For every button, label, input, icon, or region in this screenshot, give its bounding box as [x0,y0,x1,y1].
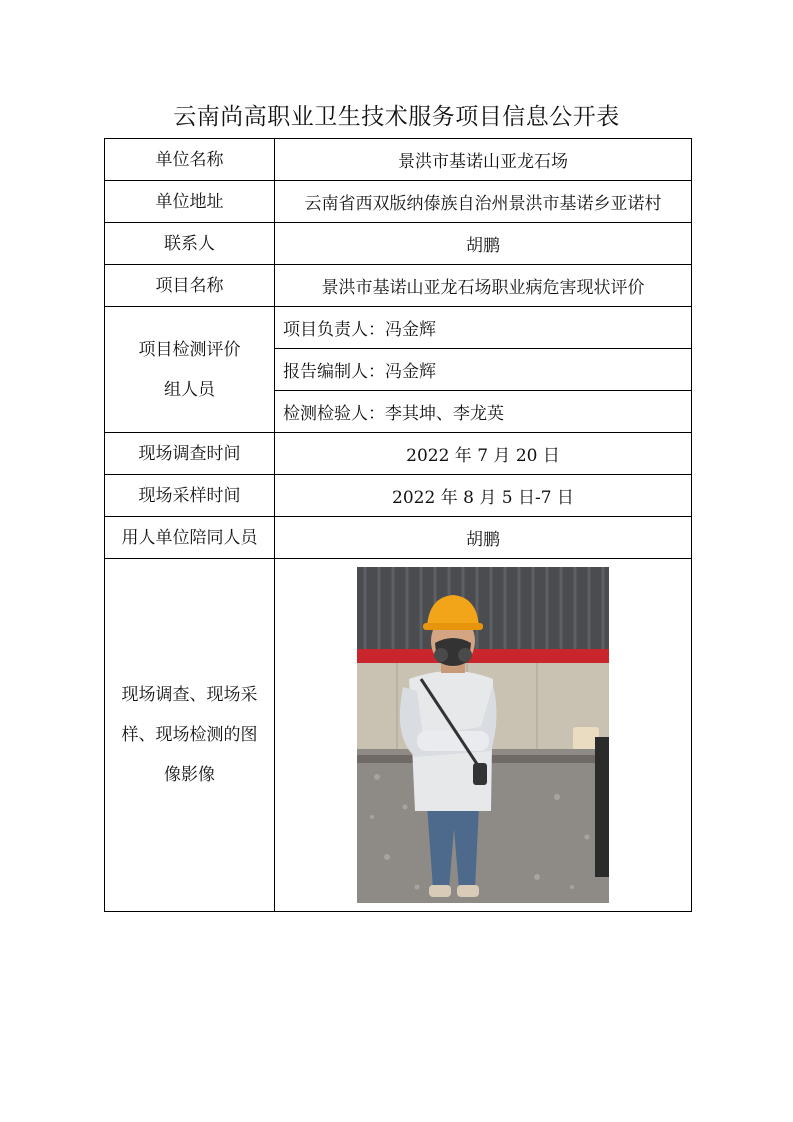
document-title: 云南尚高职业卫生技术服务项目信息公开表 [173,104,620,130]
team-label-line1: 项目检测评价 [138,339,241,360]
sampling-time-label: 现场采样时间 [105,475,275,517]
images-label-line1: 现场调查、现场采 [121,685,258,705]
team-author: 报告编制人：冯金辉 [275,349,692,391]
row-unit-address [105,181,692,223]
team-leader: 项目负责人：冯金辉 [275,307,692,349]
images-label [105,559,275,912]
project-name-value: 景洪市基诺山亚龙石场职业病危害现状评价 [275,265,692,307]
images-label-line3: 像影像 [164,765,215,785]
row-contact [105,223,692,265]
team-label-line2: 组人员 [164,379,215,400]
project-name-label: 项目名称 [105,265,275,307]
unit-address-value: 云南省西双版纳傣族自治州景洪市基诺乡亚诺村 [275,181,692,223]
site-photo [357,567,609,903]
survey-time-value: 2022 年 7 月 20 日 [275,433,692,475]
row-project-name [105,265,692,307]
info-table [104,138,692,912]
contact-label: 联系人 [105,223,275,265]
row-escort [105,517,692,559]
row-images [105,559,692,912]
team-label [105,307,275,433]
unit-address-label: 单位地址 [105,181,275,223]
row-unit-name [105,139,692,181]
escort-label: 用人单位陪同人员 [105,517,275,559]
escort-value: 胡鹏 [275,517,692,559]
unit-name-value: 景洪市基诺山亚龙石场 [275,139,692,181]
images-cell [275,559,692,912]
row-sampling-time [105,475,692,517]
row-team-leader [105,307,692,349]
unit-name-label: 单位名称 [105,139,275,181]
row-survey-time [105,433,692,475]
survey-time-label: 现场调查时间 [105,433,275,475]
sampling-time-value: 2022 年 8 月 5 日-7 日 [275,475,692,517]
images-label-line2: 样、现场检测的图 [121,725,258,745]
team-inspector: 检测检验人：李其坤、李龙英 [275,391,692,433]
contact-value: 胡鹏 [275,223,692,265]
